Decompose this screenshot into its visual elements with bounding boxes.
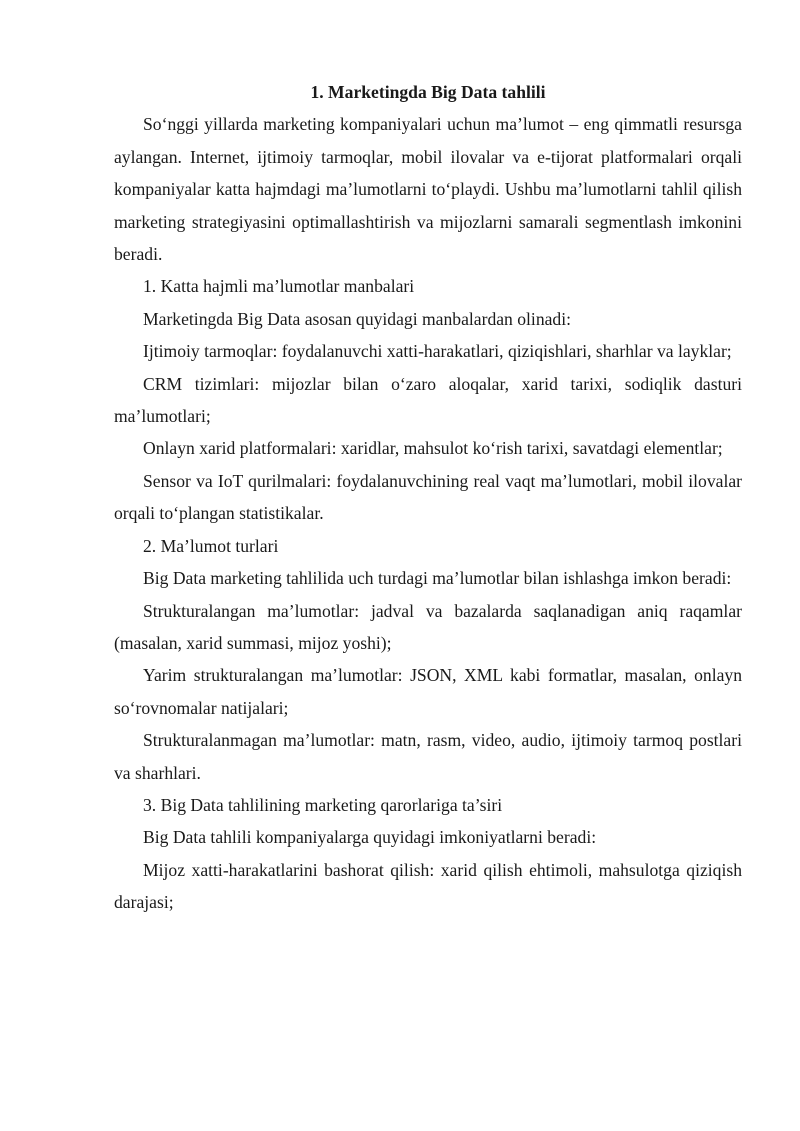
list-item-semi-structured: Yarim strukturalangan ma’lumotlar: JSON, XML kabi formatlar, masalan, onlayn so‘rovnomalar natijalari; xyxy=(114,665,742,718)
list-item-crm: CRM tizimlari: mijozlar bilan o‘zaro aloqalar, xarid tarixi, sodiqlik dasturi ma’lumotlari; xyxy=(114,373,742,427)
list-item-sensors-iot: Sensor va IoT qurilmalari: foydalanuvchining real vaqt ma’lumotlari, mobil ilovalar orqali to‘plangan statistikalar. xyxy=(114,470,742,524)
list-item-unstructured: Strukturalanmagan ma’lumotlar: matn, rasm, video, audio, ijtimoiy tarmoq postlari va sharhlari. xyxy=(114,730,742,783)
section-heading-sources: 1. Katta hajmli ma’lumotlar manbalari xyxy=(143,276,415,297)
section-heading-impact: 3. Big Data tahlilining marketing qarorlariga ta’siri xyxy=(143,794,503,815)
list-item-behavior-prediction: Mijoz xatti-harakatlarini bashorat qilish: xarid qilish ehtimoli, mahsulotga qiziqish darajasi; xyxy=(114,859,742,913)
paragraph-sources-lead: Marketingda Big Data asosan quyidagi manbalardan olinadi: xyxy=(143,308,571,329)
document-body xyxy=(114,76,742,919)
paragraph-intro: So‘nggi yillarda marketing kompaniyalari uchun ma’lumot – eng qimmatli resursga aylangan. Internet, ijtimoiy tarmoqlar, mobil ilovalar va e-tijorat platformalari orqali kompaniyalar katta hajmdagi ma’lumotlarni to‘playdi. Ushbu ma’lumotlarni tahlil qilish marketing strategiyasini optimallashtirish va mijozlarni samarali segmentlash imkonini beradi. xyxy=(114,114,742,265)
list-item-online-shopping: Onlayn xarid platformalari: xaridlar, mahsulot ko‘rish tarixi, savatdagi elementlar; xyxy=(143,438,723,459)
document-title: 1. Marketingda Big Data tahlili xyxy=(310,82,546,102)
list-item-structured: Strukturalangan ma’lumotlar: jadval va bazalarda saqlanadigan aniq raqamlar (masalan, xarid summasi, mijoz yoshi); xyxy=(114,600,742,653)
paragraph-data-types-lead: Big Data marketing tahlilida uch turdagi ma’lumotlar bilan ishlashga imkon beradi: xyxy=(143,568,732,589)
list-item-social-networks: Ijtimoiy tarmoqlar: foydalanuvchi xatti-harakatlari, qiziqishlari, sharhlar va layklar; xyxy=(143,341,732,362)
section-heading-data-types: 2. Ma’lumot turlari xyxy=(143,535,279,556)
paragraph-impact-lead: Big Data tahlili kompaniyalarga quyidagi imkoniyatlarni beradi: xyxy=(143,827,597,848)
